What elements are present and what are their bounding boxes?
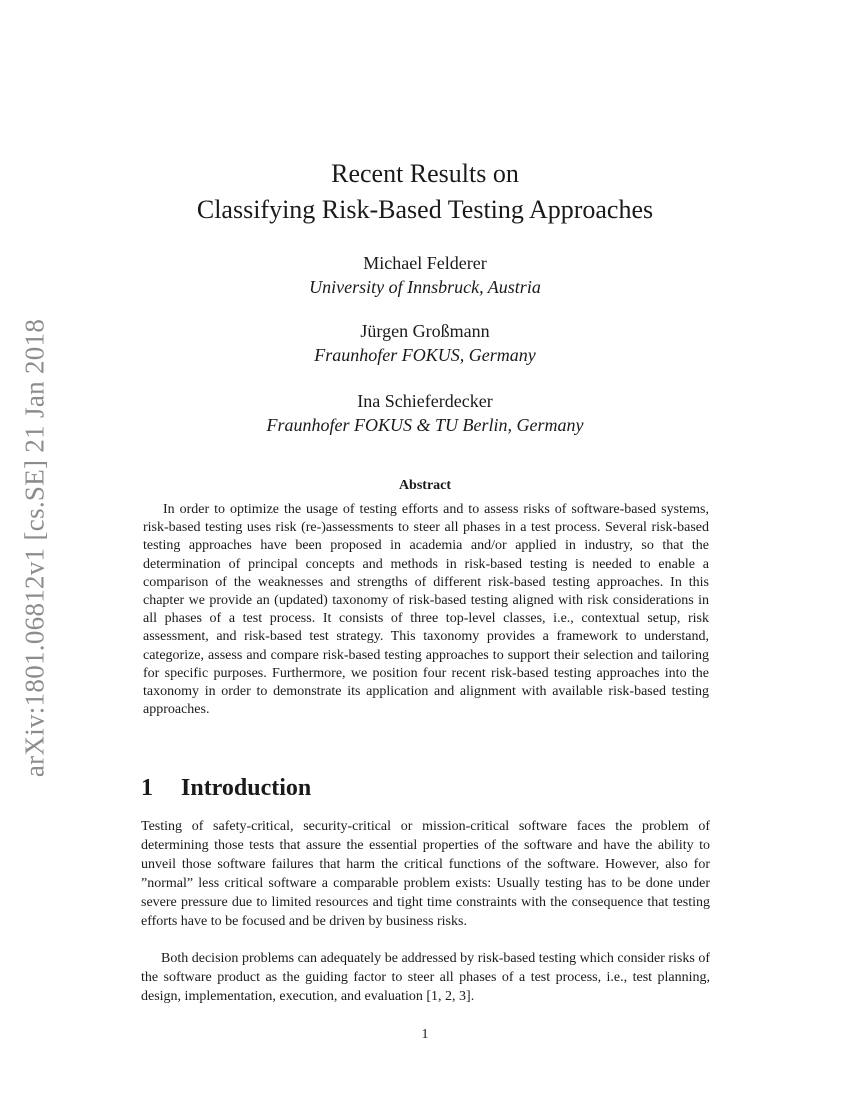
author-name: Jürgen Großmann <box>360 321 490 341</box>
paper-title <box>0 156 850 228</box>
abstract-body: In order to optimize the usage of testing efforts and to assess risks of software-based systems, risk-based testing uses risk (re-)assessments to steer all phases in a test process. Several risk-based testing approaches have been proposed in academia and/or applied in industry, so that the determination of principal concepts and methods in risk-based testing is needed to enable a comparison of the weaknesses and strengths of different risk-based testing approaches. In this chapter we provide an (updated) taxonomy of risk-based testing aligned with risk considerations in all phases of a test process. It consists of three top-level classes, i.e., contextual setup, risk assessment, and risk-based test strategy. This taxonomy provides a framework to understand, categorize, assess and compare risk-based testing approaches to support their selection and tailoring for specific purposes. Furthermore, we position four recent risk-based testing approaches into the taxonomy in order to demonstrate its application and alignment with available risk-based testing approaches. <box>143 502 709 718</box>
author-block-1 <box>0 251 850 299</box>
body-paragraph: Testing of safety-critical, security-critical or mission-critical software faces the problem of determining those tests that assure the essential properties of the software and have the ability to unveil those software failures that harm the critical functions of the software. However, also for ”normal” less critical software a comparable problem exists: Usually testing has to be done under severe pressure due to limited resources and tight time constraints with the consequence that testing efforts have to be focused and be driven by business risks. <box>141 819 710 929</box>
section-heading <box>141 772 311 804</box>
page-number: 1 <box>421 1027 429 1042</box>
title-line-1: Recent Results on <box>331 159 519 188</box>
author-block-3 <box>0 389 850 437</box>
author-affiliation: University of Innsbruck, Austria <box>309 277 541 297</box>
arxiv-identifier-stamp: arXiv:1801.06812v1 [cs.SE] 21 Jan 2018 <box>19 318 50 778</box>
title-line-2: Classifying Risk-Based Testing Approaches <box>196 195 654 224</box>
author-affiliation: Fraunhofer FOKUS & TU Berlin, Germany <box>266 415 584 435</box>
author-block-2 <box>0 319 850 367</box>
section-title: Introduction <box>181 775 312 801</box>
body-paragraph: Both decision problems can adequately be addressed by risk-based testing which consider risks of the software product as the guiding factor to steer all phases of a test process, i.e., test planning, design, implementation, execution, and evaluation [1, 2, 3]. <box>141 951 710 1004</box>
author-name: Michael Felderer <box>363 253 487 273</box>
author-name: Ina Schieferdecker <box>357 391 493 411</box>
author-affiliation: Fraunhofer FOKUS, Germany <box>314 345 536 365</box>
abstract-heading: Abstract <box>398 478 452 493</box>
section-number: 1 <box>141 775 153 801</box>
